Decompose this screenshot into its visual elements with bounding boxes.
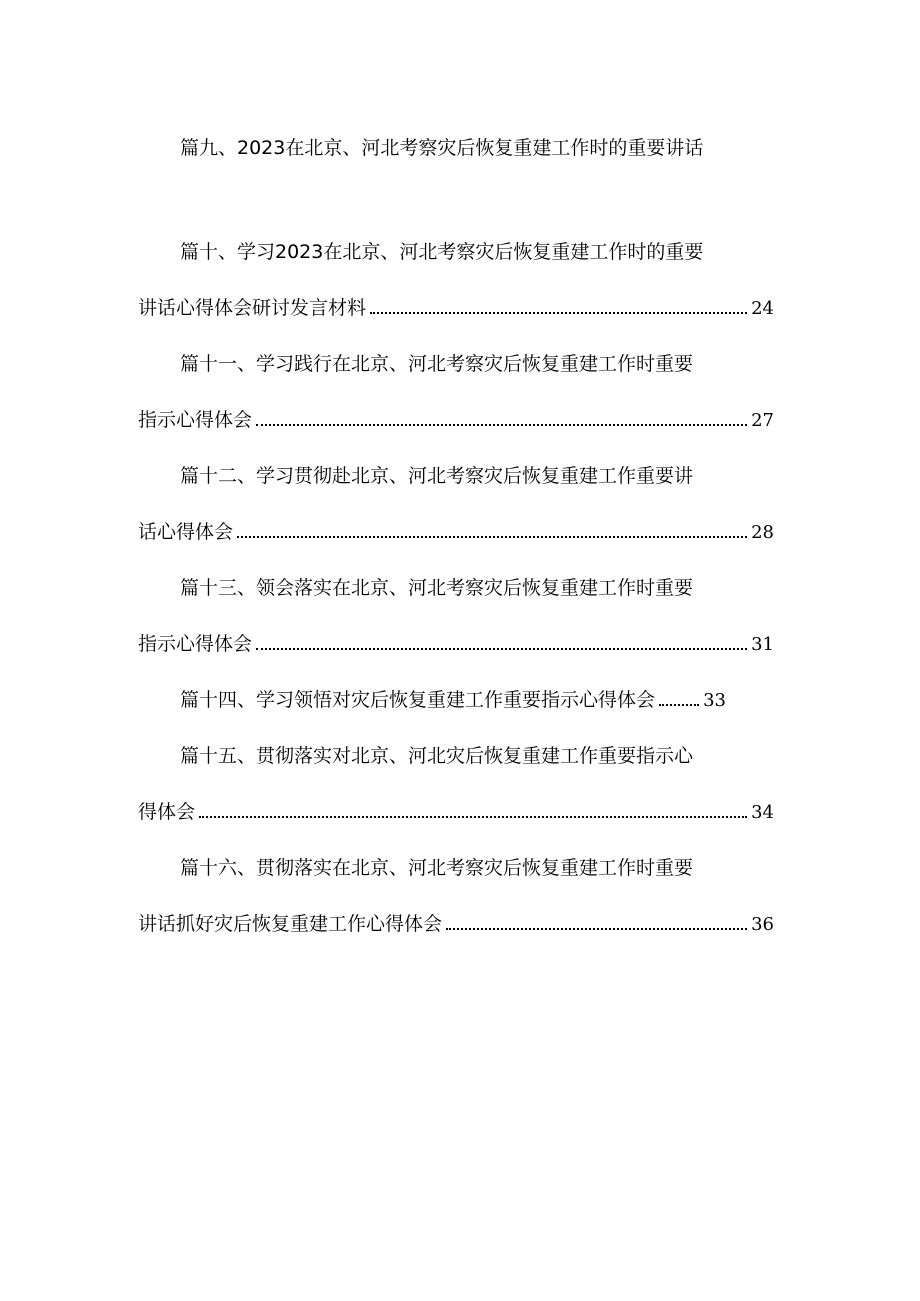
- toc-entry-14-text: 篇十四、学习领悟对灾后恢复重建工作重要指示心得体会: [180, 689, 656, 711]
- toc-entry-15-text: 得体会: [138, 801, 196, 823]
- toc-leader-dots: [256, 647, 747, 650]
- toc-entry-11-line-2[interactable]: [138, 406, 774, 434]
- toc-entry-11-text: 指示心得体会: [138, 409, 253, 431]
- toc-leader-dots: [199, 815, 747, 818]
- toc-entry-13-text: 指示心得体会: [138, 633, 253, 655]
- toc-entry-9-line-1[interactable]: 篇九、2023在北京、河北考察灾后恢复重建工作时的重要讲话: [180, 137, 704, 159]
- toc-entry-15-page: 34: [751, 802, 774, 823]
- toc-entry-12-line-2[interactable]: [138, 518, 774, 546]
- toc-leader-dots: [446, 927, 747, 930]
- toc-entry-11-line-1[interactable]: 篇十一、学习践行在北京、河北考察灾后恢复重建工作时重要: [180, 353, 694, 375]
- toc-entry-13-page: 31: [751, 634, 774, 655]
- toc-entry-12-text: 话心得体会: [138, 521, 234, 543]
- toc-leader-dots: [237, 535, 747, 538]
- toc-entry-16-text: 讲话抓好灾后恢复重建工作心得体会: [138, 913, 443, 935]
- toc-leader-dots: [256, 423, 747, 426]
- toc-leader-dots: [370, 311, 747, 314]
- toc-entry-14-line-1[interactable]: [180, 686, 726, 714]
- toc-entry-10-line-2[interactable]: [138, 294, 774, 322]
- toc-entry-16-line-1[interactable]: 篇十六、贯彻落实在北京、河北考察灾后恢复重建工作时重要: [180, 857, 694, 879]
- toc-entry-13-line-2[interactable]: [138, 630, 774, 658]
- toc-entry-12-page: 28: [751, 522, 774, 543]
- toc-entry-11-page: 27: [751, 410, 774, 431]
- toc-entry-14-page: 33: [703, 690, 726, 711]
- toc-entry-15-line-2[interactable]: [138, 798, 774, 826]
- toc-entry-16-line-2[interactable]: [138, 910, 774, 938]
- toc-entry-12-line-1[interactable]: 篇十二、学习贯彻赴北京、河北考察灾后恢复重建工作重要讲: [180, 465, 694, 487]
- toc-entry-16-page: 36: [751, 914, 774, 935]
- toc-entry-10-page: 24: [751, 298, 774, 319]
- toc-entry-10-text: 讲话心得体会研讨发言材料: [138, 297, 367, 319]
- toc-leader-dots: [659, 703, 699, 706]
- toc-entry-15-line-1[interactable]: 篇十五、贯彻落实对北京、河北灾后恢复重建工作重要指示心: [180, 745, 694, 767]
- toc-entry-10-line-1[interactable]: 篇十、学习2023在北京、河北考察灾后恢复重建工作时的重要: [180, 241, 704, 263]
- toc-entry-13-line-1[interactable]: 篇十三、领会落实在北京、河北考察灾后恢复重建工作时重要: [180, 577, 694, 599]
